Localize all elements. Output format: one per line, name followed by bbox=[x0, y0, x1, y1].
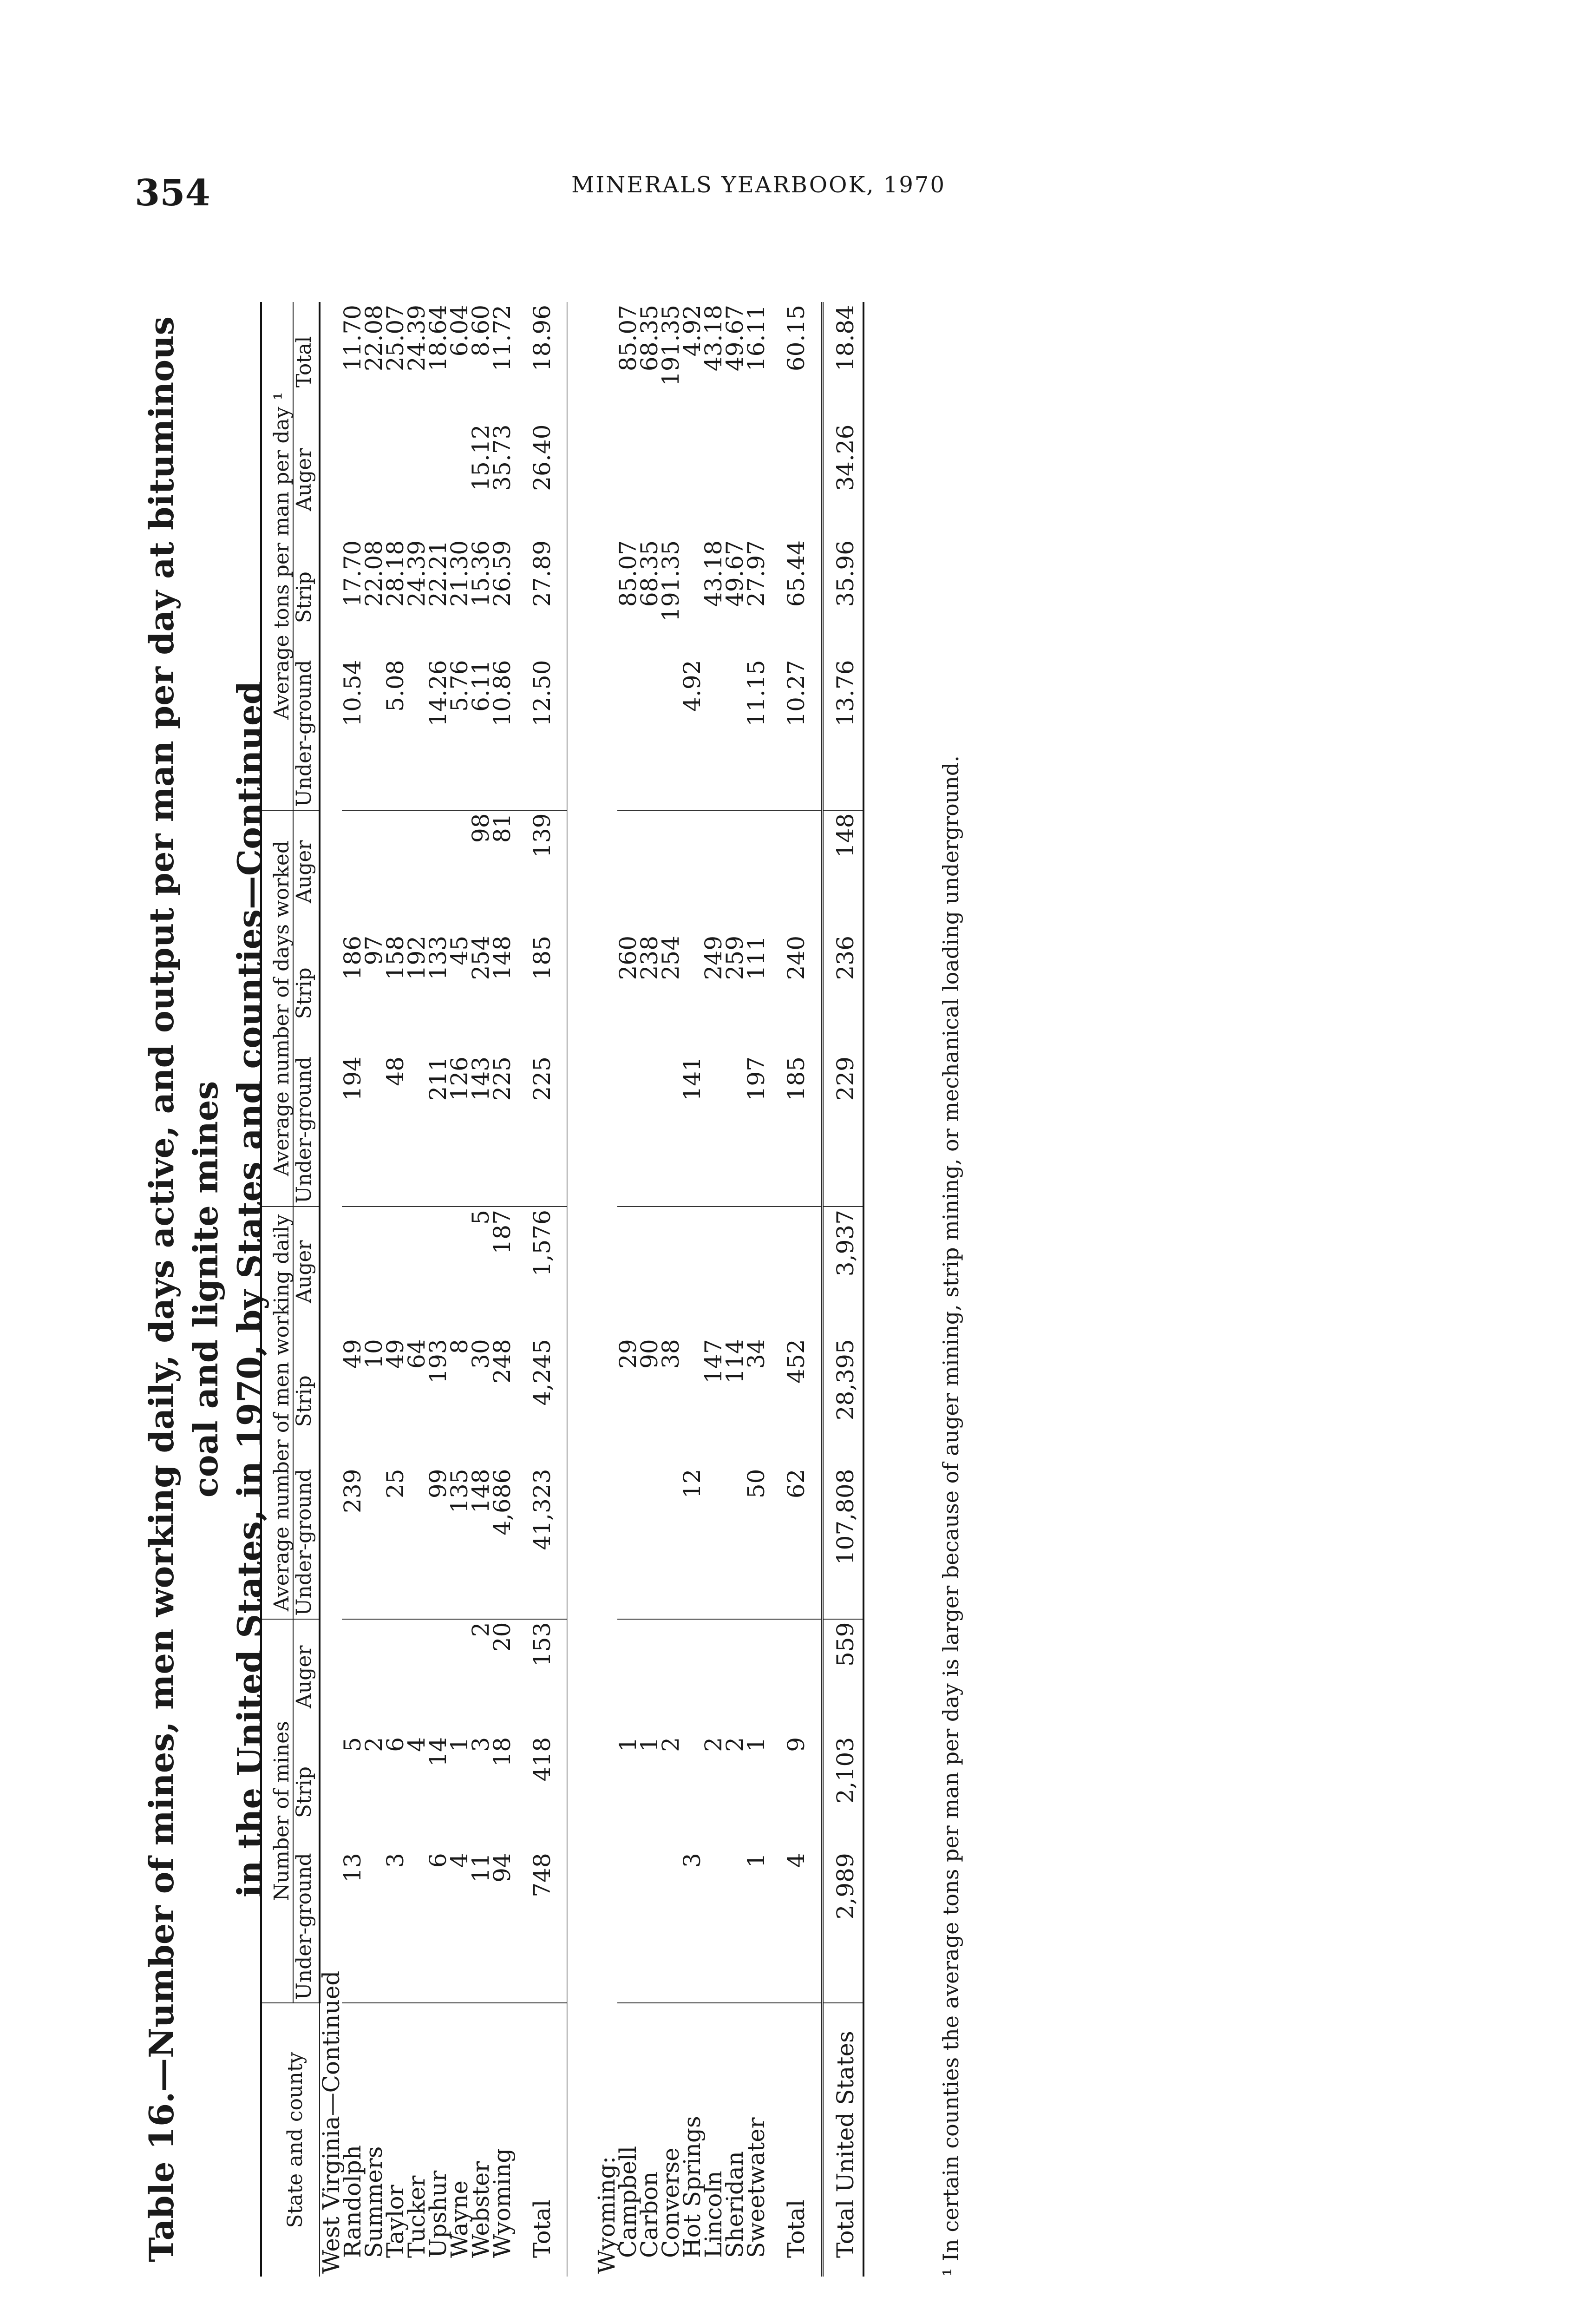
table-cell bbox=[703, 810, 724, 933]
group-header-mines: Number of mines bbox=[261, 1619, 293, 2003]
table-cell: 65.44 bbox=[767, 538, 822, 657]
table-cell: 249 bbox=[700, 935, 727, 980]
table-cell: 748 bbox=[513, 1850, 568, 2003]
table-cell: 2 bbox=[721, 1737, 748, 1752]
table-cell: 97 bbox=[360, 935, 387, 965]
table-cell: 5 bbox=[339, 1737, 366, 1752]
table-cell bbox=[746, 422, 767, 538]
data-table bbox=[260, 302, 864, 2277]
table-cell: 12.50 bbox=[513, 657, 568, 810]
table-cell: 11.15 bbox=[746, 657, 767, 810]
table-cell: 4.92 bbox=[681, 657, 703, 810]
table-cell: 2 bbox=[700, 1737, 727, 1752]
sub-header: Auger bbox=[293, 810, 320, 933]
table-cell: 35.96 bbox=[822, 538, 863, 657]
table-cell bbox=[703, 1207, 724, 1336]
table-cell bbox=[767, 810, 822, 933]
table-cell: 192 bbox=[403, 935, 430, 980]
table-cell: 29 bbox=[615, 1339, 641, 1369]
table-title-line-2: in the United States, in 1970, by States and counties—Continued bbox=[230, 681, 269, 1898]
table-cell: 126 bbox=[449, 1054, 470, 1207]
table-cell: 49.67 bbox=[721, 305, 748, 372]
table-cell bbox=[639, 1850, 660, 2003]
table-cell: 43.18 bbox=[700, 305, 727, 372]
table-cell bbox=[363, 1619, 385, 1734]
table-cell bbox=[427, 810, 449, 933]
table-cell: 248 bbox=[489, 1339, 516, 1384]
table-cell bbox=[724, 1619, 746, 1734]
table-cell: 2 bbox=[360, 1737, 387, 1752]
table-cell bbox=[342, 810, 363, 933]
table-cell bbox=[617, 1054, 639, 1207]
table-cell: 1 bbox=[636, 1737, 663, 1752]
table-cell: 98 bbox=[467, 813, 494, 843]
table-cell: 153 bbox=[513, 1619, 568, 1734]
sub-header: Under-ground bbox=[293, 1054, 320, 1207]
table-cell: 1 bbox=[615, 1737, 641, 1752]
county-name: Taylor bbox=[382, 2185, 409, 2258]
running-head: MINERALS YEARBOOK, 1970 bbox=[571, 172, 946, 198]
table-cell: 24.39 bbox=[403, 540, 430, 607]
table-cell: 8.60 bbox=[467, 305, 494, 357]
table-cell bbox=[363, 810, 385, 933]
table-cell: 14.26 bbox=[427, 657, 449, 810]
group-header-tons: Average tons per man per day ¹ bbox=[261, 302, 293, 810]
table-cell: 15.12 bbox=[467, 424, 494, 491]
table-cell: 2 bbox=[467, 1622, 494, 1637]
table-cell bbox=[703, 1619, 724, 1734]
table-cell: 5.08 bbox=[385, 657, 406, 810]
table-cell: 99 bbox=[427, 1466, 449, 1619]
table-cell: 148 bbox=[822, 810, 863, 933]
table-cell bbox=[406, 1207, 427, 1336]
table-cell: 50 bbox=[746, 1466, 767, 1619]
sub-header: Auger bbox=[293, 422, 320, 538]
table-cell: 60.15 bbox=[767, 302, 822, 422]
table-cell: 194 bbox=[342, 1054, 363, 1207]
table-cell: 38 bbox=[657, 1339, 684, 1369]
table-cell: 1 bbox=[446, 1737, 473, 1752]
table-cell bbox=[639, 1466, 660, 1619]
table-cell: 9 bbox=[767, 1734, 822, 1850]
table-cell: 197 bbox=[746, 1054, 767, 1207]
table-cell: 90 bbox=[636, 1339, 663, 1369]
table-cell bbox=[703, 1466, 724, 1619]
group-header-days: Average number of days worked bbox=[261, 810, 293, 1207]
table-cell bbox=[342, 422, 363, 538]
table-cell bbox=[363, 1207, 385, 1336]
county-name: Total United States bbox=[822, 2003, 863, 2277]
table-cell: 15.36 bbox=[467, 540, 494, 607]
state-label-row bbox=[320, 302, 342, 2277]
table-cell bbox=[639, 1619, 660, 1734]
state-label: Wyoming: bbox=[593, 2156, 620, 2274]
table-cell bbox=[617, 810, 639, 933]
sub-header: Strip bbox=[293, 933, 320, 1054]
table-cell bbox=[449, 1207, 470, 1336]
table-cell bbox=[617, 1207, 639, 1336]
table-cell: 8 bbox=[446, 1339, 473, 1354]
table-cell bbox=[639, 657, 660, 810]
table-cell bbox=[767, 1207, 822, 1336]
table-cell bbox=[639, 810, 660, 933]
table-cell bbox=[681, 810, 703, 933]
table-cell: 133 bbox=[425, 935, 451, 980]
table-cell: 11 bbox=[470, 1850, 491, 2003]
table-cell: 48 bbox=[385, 1054, 406, 1207]
table-cell: 11.70 bbox=[339, 305, 366, 372]
table-cell bbox=[617, 422, 639, 538]
table-cell: 62 bbox=[767, 1466, 822, 1619]
table-cell: 6.11 bbox=[470, 657, 491, 810]
table-cell bbox=[406, 1619, 427, 1734]
sub-header: Under-ground bbox=[293, 657, 320, 810]
table-cell bbox=[385, 1207, 406, 1336]
table-cell bbox=[703, 657, 724, 810]
table-cell: 10.86 bbox=[491, 657, 513, 810]
table-cell: 4 bbox=[767, 1850, 822, 2003]
table-cell bbox=[427, 1207, 449, 1336]
table-row bbox=[660, 302, 681, 2277]
table-cell bbox=[385, 810, 406, 933]
table-cell bbox=[639, 422, 660, 538]
table-cell: 20 bbox=[489, 1622, 516, 1652]
table-cell: 185 bbox=[767, 1054, 822, 1207]
table-cell bbox=[427, 1619, 449, 1734]
table-cell: 158 bbox=[382, 935, 409, 980]
table-row bbox=[767, 302, 822, 2277]
table-cell: 254 bbox=[467, 935, 494, 980]
county-name: Wyoming bbox=[489, 2148, 516, 2258]
table-cell bbox=[617, 657, 639, 810]
table-cell: 68.35 bbox=[636, 305, 663, 372]
table-cell: 85.07 bbox=[615, 305, 641, 372]
table-cell: 191.35 bbox=[657, 540, 684, 622]
sub-header: Auger bbox=[293, 1207, 320, 1336]
table-cell bbox=[703, 422, 724, 538]
table-cell bbox=[639, 1207, 660, 1336]
table-cell bbox=[660, 1207, 681, 1336]
table-cell: 49 bbox=[339, 1339, 366, 1369]
county-name: Carbon bbox=[636, 2171, 663, 2258]
table-cell bbox=[342, 1619, 363, 1734]
table-cell: 1,576 bbox=[513, 1207, 568, 1336]
table-cell: 418 bbox=[513, 1734, 568, 1850]
state-label: West Virginia—Continued bbox=[318, 1970, 345, 2274]
table-cell: 229 bbox=[822, 1054, 863, 1207]
table-cell: 41,323 bbox=[513, 1466, 568, 1619]
county-header: State and county bbox=[261, 2003, 320, 2277]
table-cell: 191.35 bbox=[657, 305, 684, 386]
table-cell: 185 bbox=[513, 933, 568, 1054]
rotated-table-block bbox=[139, 302, 975, 2277]
county-name: Campbell bbox=[615, 2146, 641, 2258]
table-cell: 18 bbox=[489, 1737, 516, 1767]
table-cell: 22.21 bbox=[425, 540, 451, 607]
table-cell bbox=[617, 1466, 639, 1619]
table-cell: 35.73 bbox=[489, 424, 516, 491]
table-cell bbox=[617, 1850, 639, 2003]
table-cell: 25 bbox=[385, 1466, 406, 1619]
table-cell bbox=[660, 1850, 681, 2003]
table-cell: 34 bbox=[743, 1339, 770, 1369]
table-cell: 6 bbox=[382, 1737, 409, 1752]
county-name: Webster bbox=[467, 2161, 494, 2258]
table-cell: 18.96 bbox=[513, 302, 568, 422]
table-cell: 11.72 bbox=[489, 305, 516, 372]
table-cell bbox=[660, 810, 681, 933]
table-cell: 28.18 bbox=[382, 540, 409, 607]
group-header-men: Average number of men working daily bbox=[261, 1207, 293, 1619]
table-cell bbox=[660, 422, 681, 538]
county-name: Randolph bbox=[339, 2145, 366, 2258]
table-cell: 148 bbox=[470, 1466, 491, 1619]
table-cell: 27.89 bbox=[513, 538, 568, 657]
table-cell bbox=[767, 1619, 822, 1734]
table-cell: 64 bbox=[403, 1339, 430, 1369]
table-cell: 17.70 bbox=[339, 540, 366, 607]
table-cell: 4,245 bbox=[513, 1336, 568, 1466]
table-cell: 1 bbox=[743, 1737, 770, 1752]
table-cell bbox=[681, 422, 703, 538]
table-cell: 141 bbox=[681, 1054, 703, 1207]
table-cell: 49 bbox=[382, 1339, 409, 1369]
table-row bbox=[513, 302, 568, 2277]
table-cell: 30 bbox=[467, 1339, 494, 1369]
table-cell: 238 bbox=[636, 935, 663, 980]
table-title bbox=[139, 302, 272, 2277]
county-name: Upshur bbox=[425, 2170, 451, 2258]
table-cell bbox=[427, 422, 449, 538]
table-cell: 26.40 bbox=[513, 422, 568, 538]
table-cell: 3,937 bbox=[822, 1207, 863, 1336]
county-name: Total bbox=[767, 2003, 822, 2277]
county-name: Converse bbox=[657, 2147, 684, 2258]
table-cell: 147 bbox=[700, 1339, 727, 1384]
table-cell: 3 bbox=[467, 1737, 494, 1752]
table-cell bbox=[703, 1850, 724, 2003]
table-cell bbox=[617, 1619, 639, 1734]
table-cell: 211 bbox=[427, 1054, 449, 1207]
table-row bbox=[746, 302, 767, 2277]
table-cell: 85.07 bbox=[615, 540, 641, 607]
table-cell: 43.18 bbox=[700, 540, 727, 607]
table-cell: 22.08 bbox=[360, 305, 387, 372]
table-cell bbox=[406, 422, 427, 538]
table-cell bbox=[767, 422, 822, 538]
table-cell: 6 bbox=[427, 1850, 449, 2003]
table-cell bbox=[385, 1619, 406, 1734]
state-label-row bbox=[568, 302, 618, 2277]
table-cell: 68.35 bbox=[636, 540, 663, 607]
table-cell: 27.97 bbox=[743, 540, 770, 607]
table-cell: 3 bbox=[681, 1850, 703, 2003]
table-cell: 4.92 bbox=[679, 305, 706, 357]
table-cell: 187 bbox=[489, 1210, 516, 1254]
table-cell bbox=[724, 1207, 746, 1336]
table-cell: 5.76 bbox=[449, 657, 470, 810]
table-cell: 24.39 bbox=[403, 305, 430, 372]
table-cell: 22.08 bbox=[360, 540, 387, 607]
table-cell: 148 bbox=[489, 935, 516, 980]
table-cell: 114 bbox=[721, 1339, 748, 1384]
table-cell bbox=[363, 1850, 385, 2003]
table-cell bbox=[406, 1850, 427, 2003]
table-cell: 1 bbox=[746, 1850, 767, 2003]
table-cell: 452 bbox=[767, 1336, 822, 1466]
table-cell bbox=[681, 1619, 703, 1734]
table-cell: 6.04 bbox=[446, 305, 473, 357]
table-cell: 18.84 bbox=[822, 302, 863, 422]
county-name: Summers bbox=[360, 2146, 387, 2258]
table-cell: 111 bbox=[743, 935, 770, 980]
table-cell: 186 bbox=[339, 935, 366, 980]
county-name: Sweetwater bbox=[743, 2117, 770, 2258]
page-number: 354 bbox=[135, 172, 210, 214]
table-cell: 259 bbox=[721, 935, 748, 980]
table-cell: 254 bbox=[657, 935, 684, 980]
table-cell bbox=[660, 1619, 681, 1734]
table-cell bbox=[724, 1850, 746, 2003]
table-cell: 21.30 bbox=[446, 540, 473, 607]
table-cell: 4 bbox=[449, 1850, 470, 2003]
table-row bbox=[822, 302, 863, 2277]
table-cell: 2,103 bbox=[822, 1734, 863, 1850]
table-cell bbox=[342, 1207, 363, 1336]
table-cell: 34.26 bbox=[822, 422, 863, 538]
table-cell bbox=[406, 810, 427, 933]
table-cell: 26.59 bbox=[489, 540, 516, 607]
table-cell bbox=[639, 1054, 660, 1207]
table-cell: 135 bbox=[449, 1466, 470, 1619]
table-cell: 94 bbox=[491, 1850, 513, 2003]
county-name: Lincoln bbox=[700, 2171, 727, 2258]
table-cell: 49.67 bbox=[721, 540, 748, 607]
footnote: ¹ In certain counties the average tons per man per day is larger because of auger mining, strip mining, or mechanical loading underground. bbox=[938, 755, 963, 2277]
table-cell: 5 bbox=[467, 1210, 494, 1225]
sub-header: Strip bbox=[293, 1734, 320, 1850]
table-cell: 13.76 bbox=[822, 657, 863, 810]
table-cell bbox=[385, 422, 406, 538]
table-cell: 239 bbox=[342, 1466, 363, 1619]
table-cell: 10 bbox=[360, 1339, 387, 1369]
table-cell: 107,808 bbox=[822, 1466, 863, 1619]
table-cell: 18.64 bbox=[425, 305, 451, 372]
table-cell bbox=[746, 810, 767, 933]
county-name: Hot Springs bbox=[679, 2116, 706, 2258]
table-cell bbox=[746, 1619, 767, 1734]
table-cell: 13 bbox=[342, 1850, 363, 2003]
table-title-line-1: Table 16.—Number of mines, men working daily, days active, and output per man per day at bituminous coal and lignite mines bbox=[142, 316, 225, 2263]
table-cell: 2,989 bbox=[822, 1850, 863, 2003]
table-cell: 12 bbox=[681, 1466, 703, 1619]
table-cell: 260 bbox=[615, 935, 641, 980]
table-cell: 10.27 bbox=[767, 657, 822, 810]
table-cell: 193 bbox=[425, 1339, 451, 1384]
table-cell: 559 bbox=[822, 1619, 863, 1734]
table-cell bbox=[363, 422, 385, 538]
table-cell: 16.11 bbox=[743, 305, 770, 372]
table-cell bbox=[703, 1054, 724, 1207]
county-name: Wayne bbox=[446, 2180, 473, 2258]
table-cell bbox=[746, 1207, 767, 1336]
county-name: Total bbox=[513, 2003, 568, 2277]
sub-header: Total bbox=[293, 302, 320, 422]
table-cell: 81 bbox=[489, 813, 516, 843]
table-cell bbox=[681, 1207, 703, 1336]
table-cell: 139 bbox=[513, 810, 568, 933]
table-cell: 4,686 bbox=[491, 1466, 513, 1619]
table-cell bbox=[724, 810, 746, 933]
table-cell: 3 bbox=[385, 1850, 406, 2003]
table-cell: 225 bbox=[513, 1054, 568, 1207]
sub-header: Auger bbox=[293, 1619, 320, 1734]
sub-header: Under-ground bbox=[293, 1850, 320, 2003]
table-cell: 225 bbox=[491, 1054, 513, 1207]
table-cell: 4 bbox=[403, 1737, 430, 1752]
sub-header: Under-ground bbox=[293, 1466, 320, 1619]
sub-header: Strip bbox=[293, 538, 320, 657]
table-cell: 10.54 bbox=[342, 657, 363, 810]
county-name: Sheridan bbox=[721, 2151, 748, 2258]
table-cell: 45 bbox=[446, 935, 473, 965]
sub-header: Strip bbox=[293, 1336, 320, 1466]
table-row bbox=[491, 302, 513, 2277]
county-name: Tucker bbox=[403, 2175, 430, 2258]
table-cell bbox=[724, 422, 746, 538]
table-cell: 143 bbox=[470, 1054, 491, 1207]
table-cell: 240 bbox=[767, 933, 822, 1054]
table-cell: 14 bbox=[425, 1737, 451, 1767]
table-cell: 25.07 bbox=[382, 305, 409, 372]
table-cell: 28,395 bbox=[822, 1336, 863, 1466]
table-cell: 2 bbox=[657, 1737, 684, 1752]
table-cell: 236 bbox=[822, 933, 863, 1054]
